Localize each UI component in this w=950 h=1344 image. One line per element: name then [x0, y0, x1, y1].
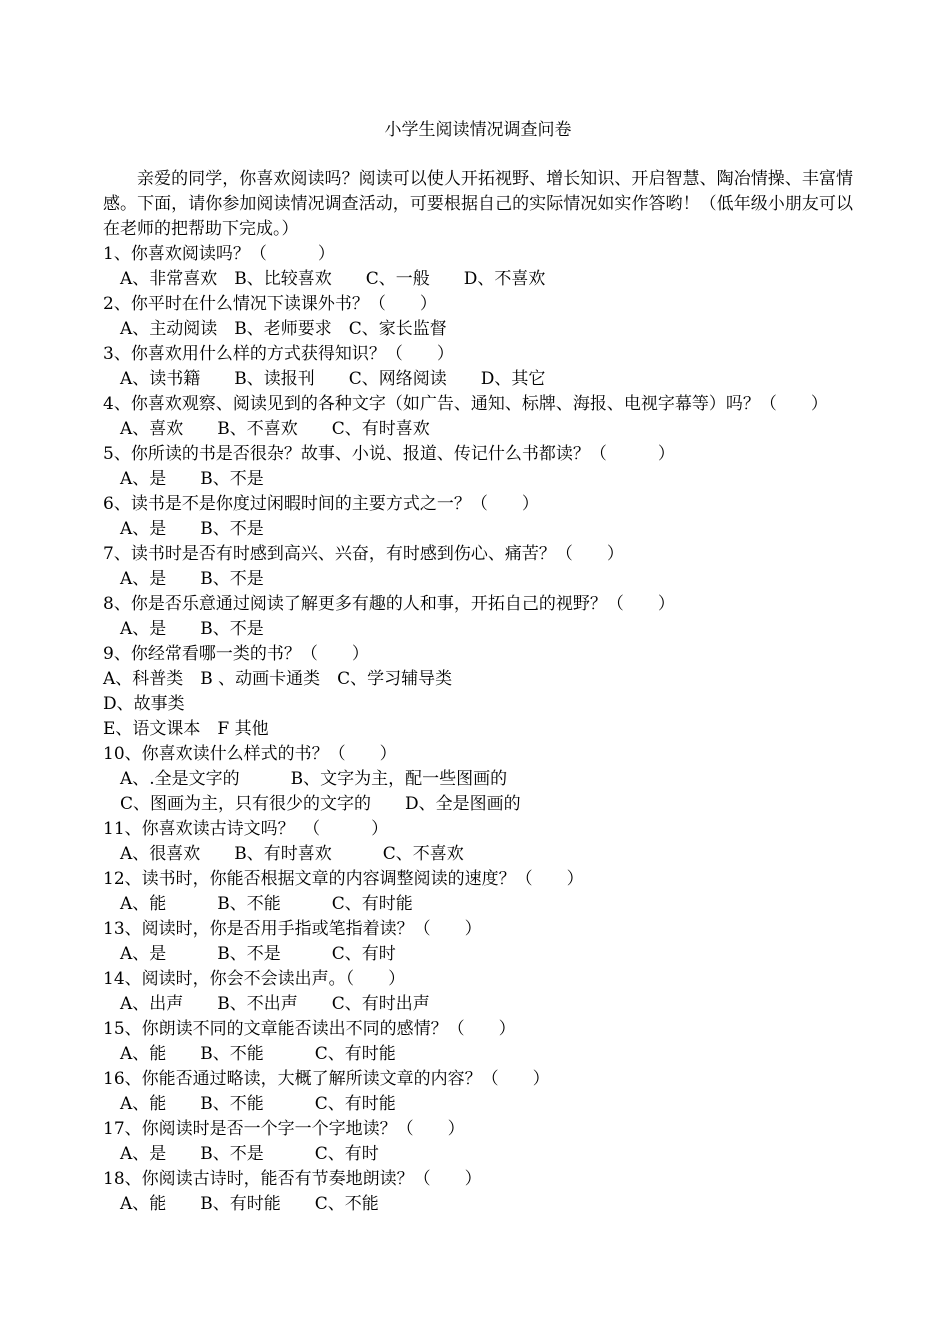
answer-options: A、读书籍 B、读报刊 C、网络阅读 D、其它 [120, 369, 546, 389]
question-text: 11、你喜欢读古诗文吗？ （ ） [103, 819, 389, 839]
question-text: 18、你阅读古诗时，能否有节奏地朗读？（ ） [103, 1169, 482, 1189]
answer-options: A、是 B、不是 [120, 469, 264, 489]
answer-options: A、能 B、不能 C、有时能 [120, 1094, 396, 1114]
document-title: 小学生阅读情况调查问卷 [384, 120, 572, 140]
question-text: 8、你是否乐意通过阅读了解更多有趣的人和事，开拓自己的视野？（ ） [103, 594, 675, 614]
answer-options: A、能 B、不能 C、有时能 [120, 1044, 396, 1064]
answer-options: A、是 B、不是 C、有时 [120, 944, 396, 964]
question-text: 5、你所读的书是否很杂？故事、小说、报道、传记什么书都读？（ ） [103, 444, 675, 464]
answer-options: A、出声 B、不出声 C、有时出声 [120, 994, 430, 1014]
question-text: 12、读书时，你能否根据文章的内容调整阅读的速度？（ ） [103, 869, 584, 889]
answer-options: A、是 B、不是 [120, 519, 264, 539]
question-text: 9、你经常看哪一类的书？（ ） [103, 644, 369, 664]
question-text: 3、你喜欢用什么样的方式获得知识？（ ） [103, 344, 454, 364]
answer-options: A、是 B、不是 [120, 569, 264, 589]
intro-paragraph: 亲爱的同学，你喜欢阅读吗？阅读可以使人开拓视野、增长知识、开启智慧、陶冶情操、丰富情感。下面，请你参加阅读情况调查活动，可要根据自己的实际情况如实作答哟！（低年级小朋友可以在老师的把帮助下完成。） [103, 169, 853, 239]
question-text: 4、你喜欢观察、阅读见到的各种文字（如广告、通知、标牌、海报、电视字幕等）吗？（ ） [103, 394, 828, 414]
question-text: 10、你喜欢读什么样式的书？（ ） [103, 744, 397, 764]
answer-options: A、是 B、不是 [120, 619, 264, 639]
answer-options: E、语文课本 F 其他 [103, 719, 269, 739]
answer-options: A、能 B、有时能 C、不能 [120, 1194, 379, 1214]
question-text: 14、阅读时，你会不会读出声。（ ） [103, 969, 406, 989]
answer-options: A、主动阅读 B、老师要求 C、家长监督 [120, 319, 447, 339]
question-text: 1、你喜欢阅读吗？（ ） [103, 244, 335, 264]
answer-options: C、图画为主，只有很少的文字的 D、全是图画的 [120, 794, 521, 814]
question-text: 2、你平时在什么情况下读课外书？（ ） [103, 294, 437, 314]
answer-options: A、.全是文字的 B、文字为主，配一些图画的 [120, 769, 508, 789]
answer-options: A、能 B、不能 C、有时能 [120, 894, 413, 914]
answer-options: A、非常喜欢 B、比较喜欢 C、一般 D、不喜欢 [120, 269, 546, 289]
answer-options: D、故事类 [103, 694, 185, 714]
question-text: 13、阅读时，你是否用手指或笔指着读？（ ） [103, 919, 482, 939]
question-text: 17、你阅读时是否一个字一个字地读？（ ） [103, 1119, 465, 1139]
answer-options: A、是 B、不是 C、有时 [120, 1144, 379, 1164]
answer-options: A、科普类 B 、动画卡通类 C、学习辅导类 [103, 669, 453, 689]
question-text: 6、读书是不是你度过闲暇时间的主要方式之一？（ ） [103, 494, 539, 514]
answer-options: A、喜欢 B、不喜欢 C、有时喜欢 [120, 419, 430, 439]
question-list [103, 242, 853, 1217]
answer-options: A、很喜欢 B、有时喜欢 C、不喜欢 [120, 844, 464, 864]
question-text: 7、读书时是否有时感到高兴、兴奋，有时感到伤心、痛苦？（ ） [103, 544, 624, 564]
question-text: 16、你能否通过略读，大概了解所读文章的内容？（ ） [103, 1069, 550, 1089]
question-text: 15、你朗读不同的文章能否读出不同的感情？（ ） [103, 1019, 516, 1039]
questionnaire-page [103, 118, 853, 1217]
